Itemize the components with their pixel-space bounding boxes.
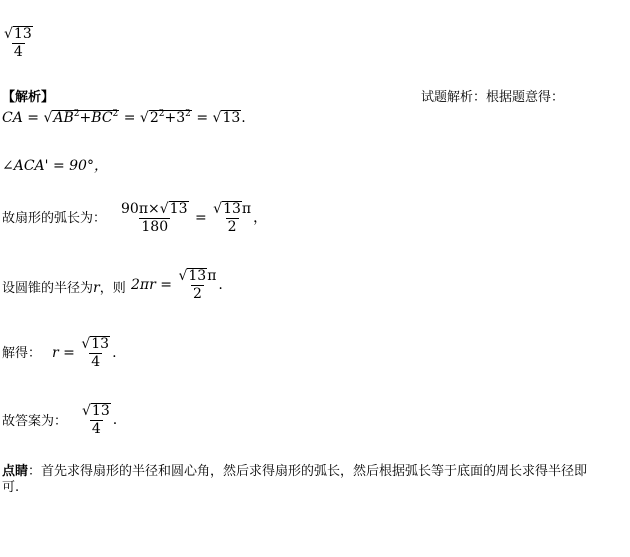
step4-res-den: 2 xyxy=(192,286,202,302)
step3-res-rad: 13 xyxy=(223,201,241,217)
step1-plus2: + xyxy=(164,110,177,126)
step1-result: 13 xyxy=(222,110,241,126)
step4-res-pi: π xyxy=(207,268,217,284)
step3-res-den: 2 xyxy=(227,219,237,235)
answer-radicand: 13 xyxy=(13,26,32,42)
step1-eq3: = xyxy=(196,110,209,126)
step4-expr: 2πr xyxy=(131,277,156,293)
step3-eq: = xyxy=(194,210,207,226)
step1-plus: + xyxy=(79,110,92,126)
note-line2: 可. xyxy=(2,480,20,495)
note-text: ：首先求得扇形的半径和圆心角，然后求得扇形的弧长，然后根据弧长等于底面的周长求得半径即 xyxy=(28,464,588,479)
step1-three: 3 xyxy=(176,110,186,126)
step6-end: . xyxy=(112,412,118,428)
step6-equation: √ 13 4 . xyxy=(82,403,118,437)
step1-sq3: 2 xyxy=(158,109,165,119)
step5-var: r xyxy=(52,345,59,361)
step6-den: 4 xyxy=(91,421,101,437)
step6-label: 故答案为： xyxy=(2,414,68,429)
step5-label: 解得： xyxy=(2,346,42,361)
step5-eq: = xyxy=(63,345,75,361)
note-line1 xyxy=(2,464,587,480)
note-label: 点睛 xyxy=(2,464,29,479)
step3-den: 180 xyxy=(141,219,169,235)
step1-end: . xyxy=(241,110,246,126)
step3-label: 故扇形的弧长为： xyxy=(2,211,107,226)
step3-num-pre: 90π× xyxy=(121,201,160,217)
step3-equation: 90π× √ 13 180 = √ 13 π 2 ， xyxy=(121,201,268,235)
step4-label: 设圆锥的半径为 xyxy=(2,281,94,296)
step1-eq: = xyxy=(27,110,40,126)
answer-fraction: √ 13 4 xyxy=(4,26,32,60)
answer-denominator: 4 xyxy=(13,44,23,60)
step4-equation: 2πr = √ 13 π 2 . xyxy=(131,268,223,302)
step5-rad: 13 xyxy=(91,336,110,352)
step6-rad: 13 xyxy=(91,403,110,419)
step1-sq4: 2 xyxy=(185,109,191,119)
step1-sq1: 2 xyxy=(73,109,80,119)
step1-bc: BC xyxy=(91,110,113,126)
step4-text xyxy=(2,280,126,297)
step1-lhs: CA xyxy=(2,110,23,126)
step1-sq2: 2 xyxy=(112,109,119,119)
step1-ab: AB xyxy=(53,110,74,126)
analysis-intro: 试题解析：根据题意得： xyxy=(421,90,565,105)
step1-two: 2 xyxy=(149,110,159,126)
step4-then: ，则 xyxy=(99,281,126,296)
step5-equation: r = √ 13 4 . xyxy=(52,336,117,370)
step2-angle: ∠ACA' = 90°， xyxy=(2,158,108,174)
step3-res-pi: π xyxy=(241,201,252,217)
step5-end: . xyxy=(112,345,117,361)
step3-end: ， xyxy=(253,210,268,226)
analysis-label: 【解析】 xyxy=(2,90,55,105)
step1-eq2: = xyxy=(123,110,136,126)
step5-den: 4 xyxy=(91,354,101,370)
step4-eq: = xyxy=(160,277,172,293)
step4-res-rad: 13 xyxy=(188,268,207,284)
step4-var: r xyxy=(93,280,100,296)
step3-num-rad: 13 xyxy=(169,201,188,217)
step4-end: . xyxy=(218,277,223,293)
step1-equation: CA = √ $AB^2+BC^2$ = √ $2^2+3^2$ = √ 13 . xyxy=(2,109,246,126)
